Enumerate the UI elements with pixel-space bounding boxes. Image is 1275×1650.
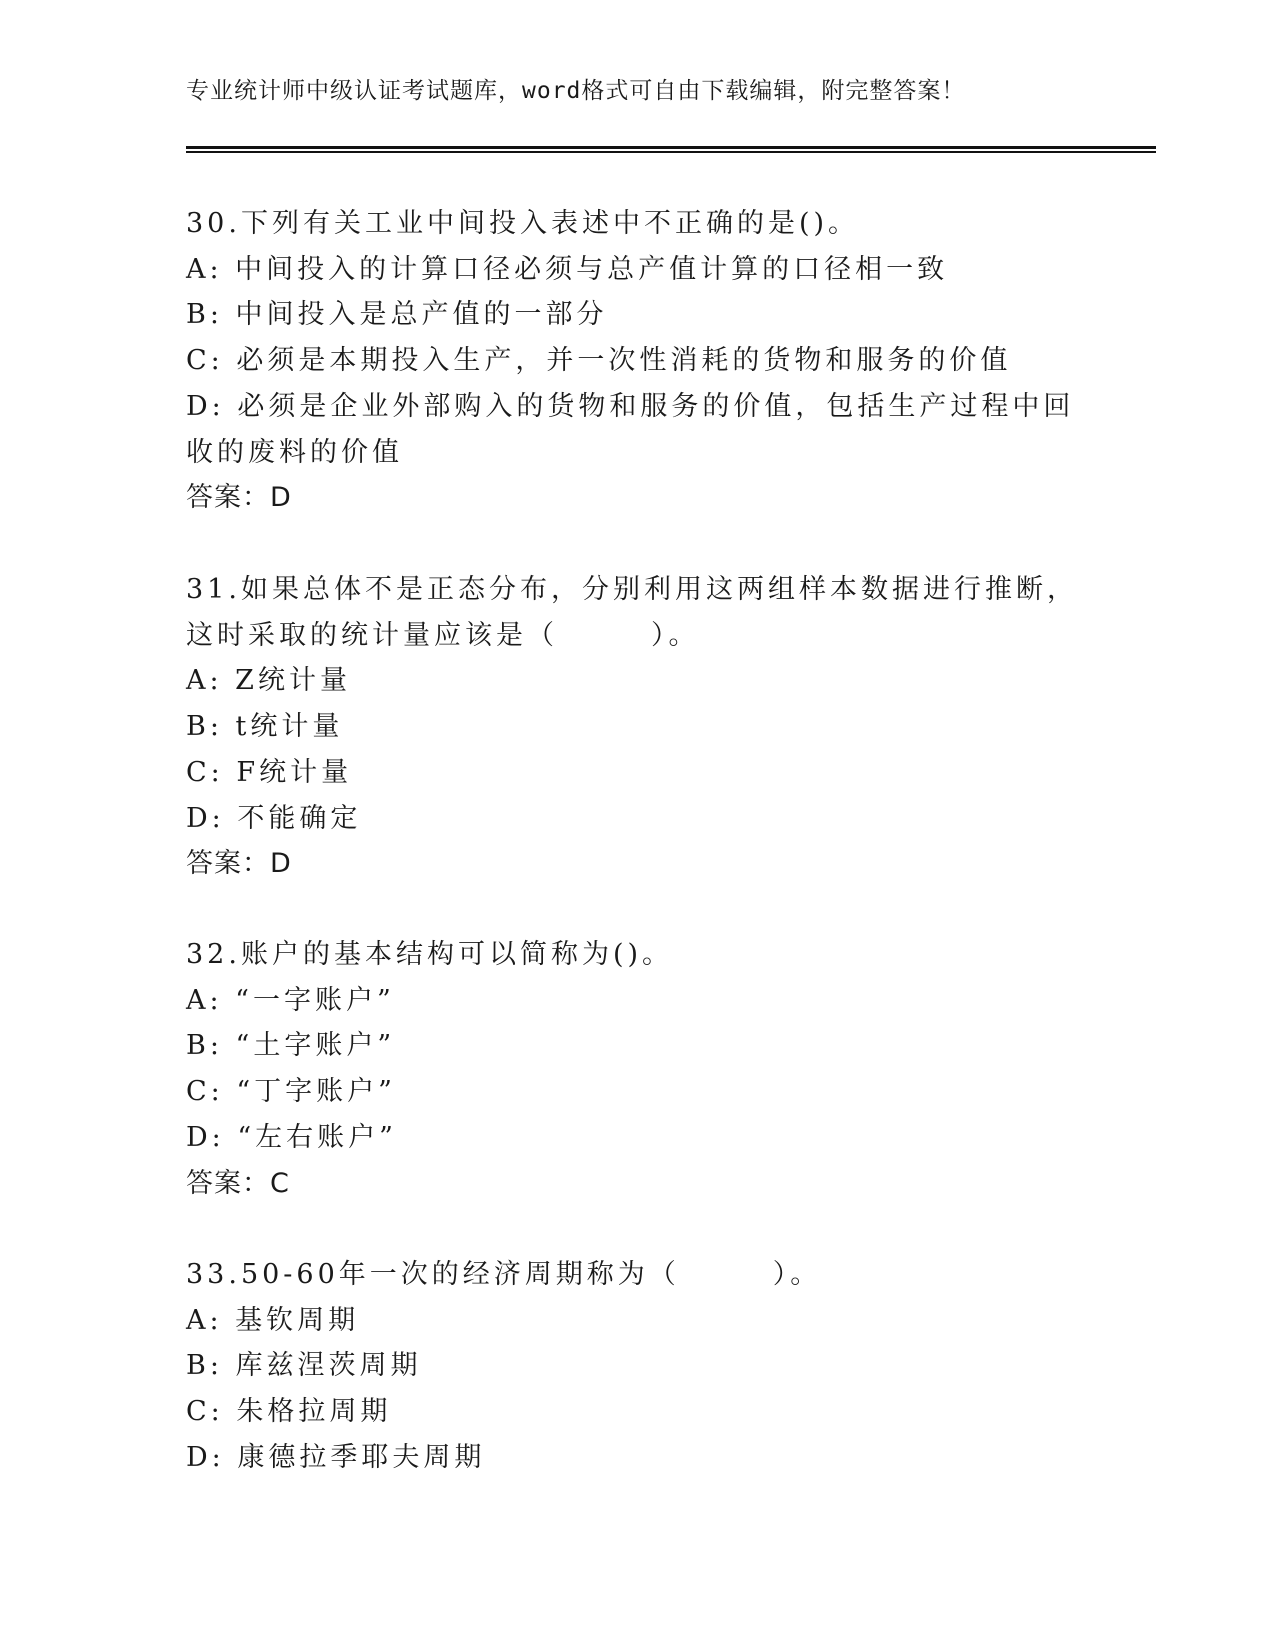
- option-b: B: 中间投入是总产值的一部分: [186, 299, 608, 331]
- question-stem: 32.账户的基本结构可以简称为()。: [186, 939, 674, 970]
- option-d: D: 必须是企业外部购入的货物和服务的价值，包括生产过程中回收的废料的价值: [186, 390, 1075, 468]
- page-header: 专业统计师中级认证考试题库，word格式可自由下载编辑，附完整答案！: [186, 78, 966, 104]
- answer: 答案：D: [186, 848, 292, 880]
- question-stem: 30.下列有关工业中间投入表述中不正确的是()。: [186, 208, 860, 239]
- header-rule-thin: [186, 151, 1156, 153]
- option-a: A: 基钦周期: [186, 1304, 360, 1336]
- question-33: [186, 1252, 1086, 1481]
- question-stem: 33.50-60年一次的经济周期称为（ ）。: [186, 1259, 822, 1290]
- question-30: [186, 201, 1086, 521]
- option-d: D: 康德拉季耶夫周期: [186, 1441, 486, 1473]
- option-c: C: 朱格拉周期: [186, 1396, 392, 1428]
- option-a: A: “一字账户”: [186, 984, 395, 1016]
- answer: 答案：D: [186, 482, 292, 514]
- option-d: D: 不能确定: [186, 802, 362, 834]
- option-c: C: “丁字账户”: [186, 1076, 396, 1108]
- option-b: B: 库兹涅茨周期: [186, 1350, 422, 1382]
- option-d: D: “左右账户”: [186, 1121, 397, 1153]
- option-a: A: Z统计量: [186, 665, 351, 697]
- answer: 答案：C: [186, 1167, 290, 1199]
- question-31: [186, 567, 1086, 887]
- header-rule-thick: [186, 146, 1156, 149]
- option-c: C: F统计量: [186, 756, 353, 788]
- question-32: [186, 932, 1086, 1206]
- option-b: B: “土字账户”: [186, 1030, 396, 1062]
- option-b: B: t统计量: [186, 711, 344, 743]
- option-a: A: 中间投入的计算口径必须与总产值计算的口径相一致: [186, 253, 949, 285]
- question-stem: 31.如果总体不是正态分布，分别利用这两组样本数据进行推断，这时采取的统计量应该是（ ）。: [186, 574, 1078, 651]
- option-c: C: 必须是本期投入生产，并一次性消耗的货物和服务的价值: [186, 345, 1012, 377]
